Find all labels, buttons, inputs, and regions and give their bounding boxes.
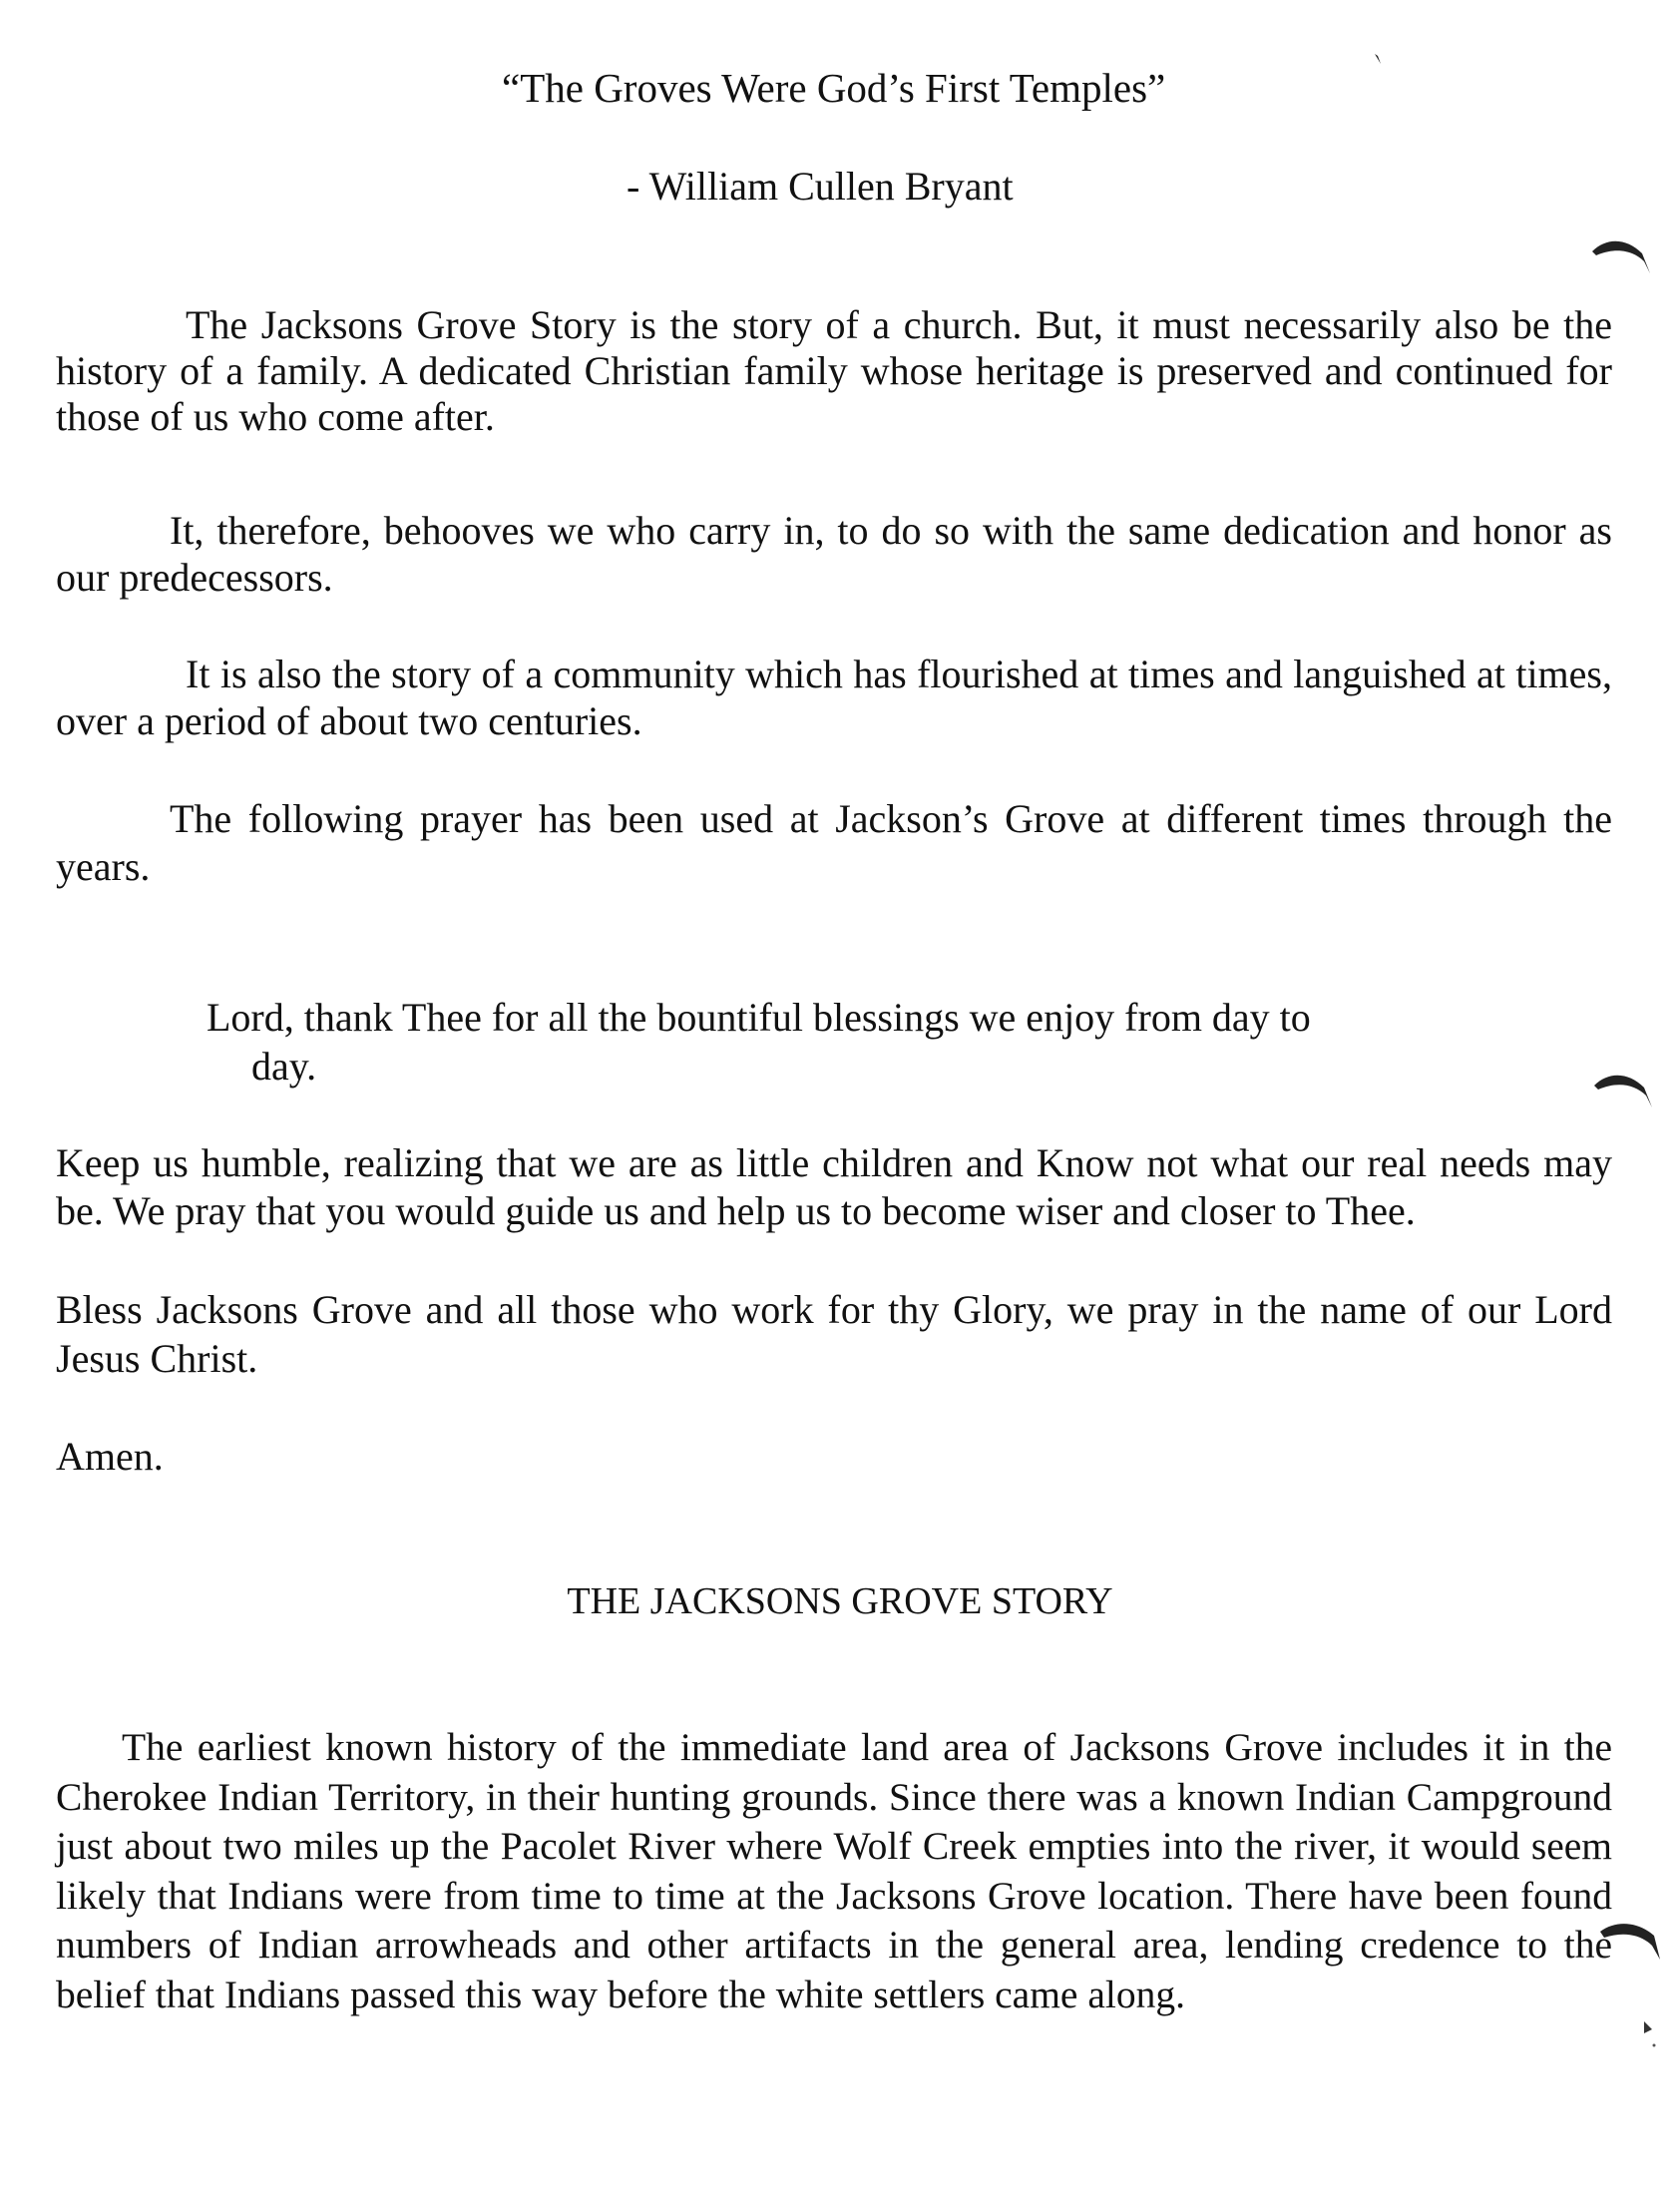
prayer-closing: Amen. [56,1434,164,1479]
scan-speck-right [1636,2015,1666,2055]
scan-hole-mark-bottom [1596,1914,1666,1974]
prayer-opening-line-1: Lord, thank Thee for all the bountiful blessings we enjoy from day to [207,995,1311,1040]
intro-paragraph-3: It is also the story of a community which has flourished at times and languished at times, over a period of about two centuries. [56,652,1612,743]
intro-paragraph-2: It, therefore, behooves we who carry in, to do so with the same dedication and honor as our predecessors. [56,508,1612,600]
history-paragraph: The earliest known history of the immediate land area of Jacksons Grove includes it in the Cherokee Indian Territory, in their hunting grounds. Since there was a known Indian Campground just about two miles up the Pacolet River where Wolf Creek empties into the river, it would seem likely that Indians were from time to time at the Jacksons Grove location. There have been found numbers of Indian arrowheads and other artifacts in the general area, lending credence to the belief that Indians passed this way before the white settlers came along. [56,1725,1612,2016]
prayer-opening [207,993,1424,1091]
scan-hole-mark-middle [1588,1066,1658,1115]
prayer-paragraph-1: Keep us humble, realizing that we are as little children and Know not what our real needs may be. We pray that you would guide us and help us to become wiser and closer to Thee. [56,1140,1612,1233]
intro-paragraph-1: The Jacksons Grove Story is the story of a church. But, it must necessarily also be the history of a family. A dedicated Christian family whose heritage is preserved and continued for those of us who come after. [56,302,1612,439]
prayer-paragraph-2: Bless Jacksons Grove and all those who work for thy Glory, we pray in the name of our Lord Jesus Christ. [56,1287,1612,1381]
intro-paragraph-4: The following prayer has been used at Jackson’s Grove at different times through the years. [56,796,1612,889]
scan-speck-top [1369,50,1389,70]
scan-hole-mark-top [1586,231,1656,281]
prayer-opening-line-2: day. [251,1044,317,1089]
epigraph-attribution: - William Cullen Bryant [627,164,1014,209]
section-heading: THE JACKSONS GROVE STORY [567,1580,1113,1622]
epigraph-quote: “The Groves Were God’s First Temples” [502,65,1166,111]
